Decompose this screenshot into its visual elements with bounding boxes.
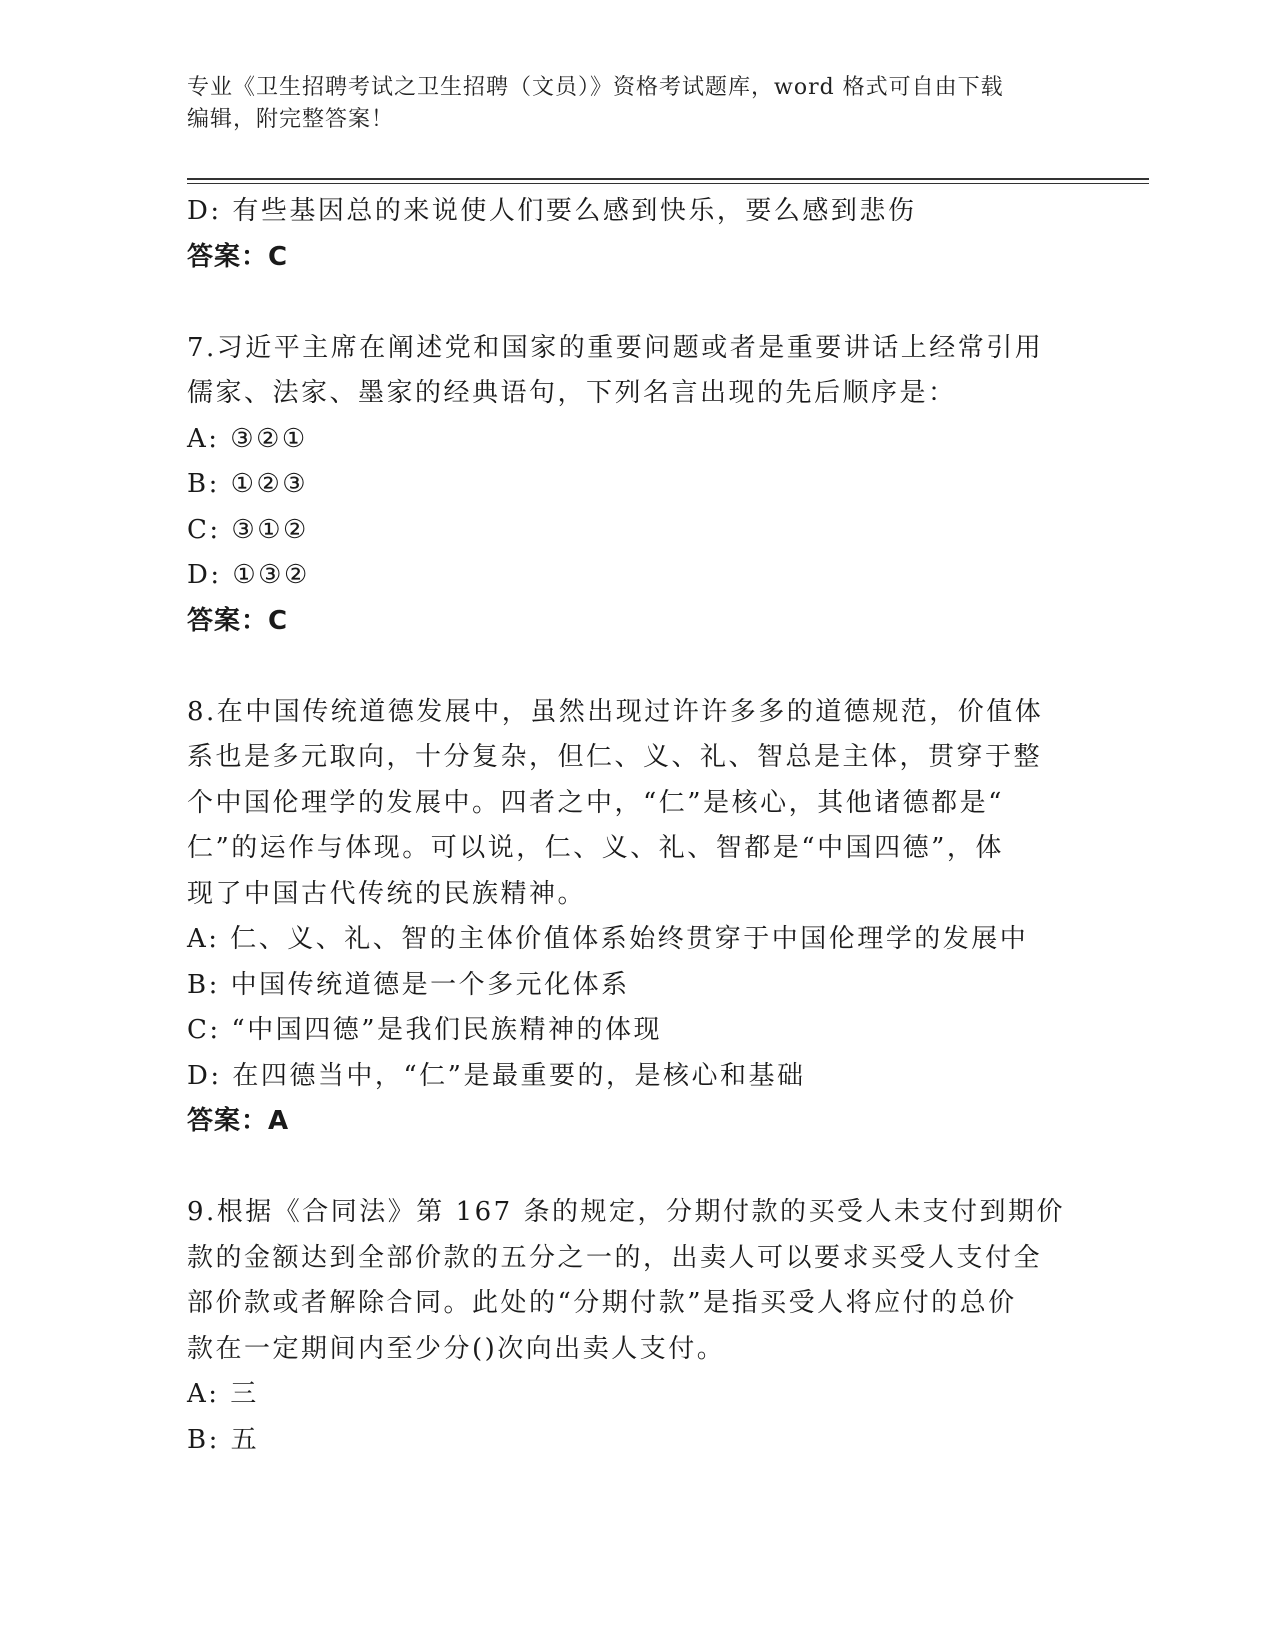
spacer (187, 280, 1067, 326)
prev-option-d: D: 有些基因总的来说使人们要么感到快乐，要么感到悲伤 (187, 196, 917, 226)
header-line-1: 专业《卫生招聘考试之卫生招聘（文员）》资格考试题库，word 格式可自由下载 (187, 75, 1004, 100)
option-b: B: 中国传统道德是一个多元化体系 (187, 969, 630, 1000)
question-text-line: 7.习近平主席在阐述党和国家的重要问题或者是重要讲话上经常引用 (187, 332, 1044, 363)
option-c: C: “中国四德”是我们民族精神的体现 (187, 1015, 663, 1045)
option-a: A: 仁、义、礼、智的主体价值体系始终贯穿于中国伦理学的发展中 (187, 924, 1029, 954)
question-9 (187, 1190, 1067, 1463)
prev-answer: 答案：C (187, 241, 289, 272)
spacer (187, 644, 1067, 690)
question-text-line: 9.根据《合同法》第 167 条的规定，分期付款的买受人未支付到期价 (187, 1197, 1065, 1227)
question-text-line: 现了中国古代传统的民族精神。 (187, 878, 587, 909)
header-line-2: 编辑，附完整答案！ (187, 107, 395, 132)
option-d: D: ①③② (187, 560, 310, 590)
question-text-line: 个中国伦理学的发展中。四者之中，“仁”是核心，其他诸德都是“ (187, 787, 1004, 818)
document-header (187, 72, 1087, 136)
question-text-line: 款在一定期间内至少分()次向出卖人支付。 (187, 1333, 726, 1364)
question-7 (187, 326, 1067, 645)
question-text-line: 款的金额达到全部价款的五分之一的，出卖人可以要求买受人支付全 (187, 1242, 1043, 1273)
spacer (187, 1145, 1067, 1191)
option-a: A: 三 (187, 1379, 259, 1409)
option-d: D: 在四德当中，“仁”是最重要的，是核心和基础 (187, 1060, 806, 1091)
header-divider-thick (187, 178, 1149, 180)
header-divider-thin (187, 183, 1149, 184)
question-text-line: 仁”的运作与体现。可以说，仁、义、礼、智都是“中国四德”，体 (187, 833, 1004, 863)
option-b: B: ①②③ (187, 469, 309, 499)
question-8 (187, 690, 1067, 1145)
question-text-line: 8.在中国传统道德发展中，虽然出现过许许多多的道德规范，价值体 (187, 696, 1044, 727)
question-text-line: 部价款或者解除合同。此处的“分期付款”是指买受人将应付的总价 (187, 1288, 1017, 1318)
question-text-line: 系也是多元取向，十分复杂，但仁、义、礼、智总是主体，贯穿于整 (187, 742, 1043, 772)
answer: 答案：C (187, 605, 289, 636)
option-a: A: ③②① (187, 423, 308, 454)
question-text-line: 儒家、法家、墨家的经典语句，下列名言出现的先后顺序是： (187, 378, 957, 408)
option-c: C: ③①② (187, 514, 309, 545)
answer: 答案：A (187, 1106, 290, 1136)
option-b: B: 五 (187, 1424, 260, 1455)
question-list (187, 189, 1067, 1463)
